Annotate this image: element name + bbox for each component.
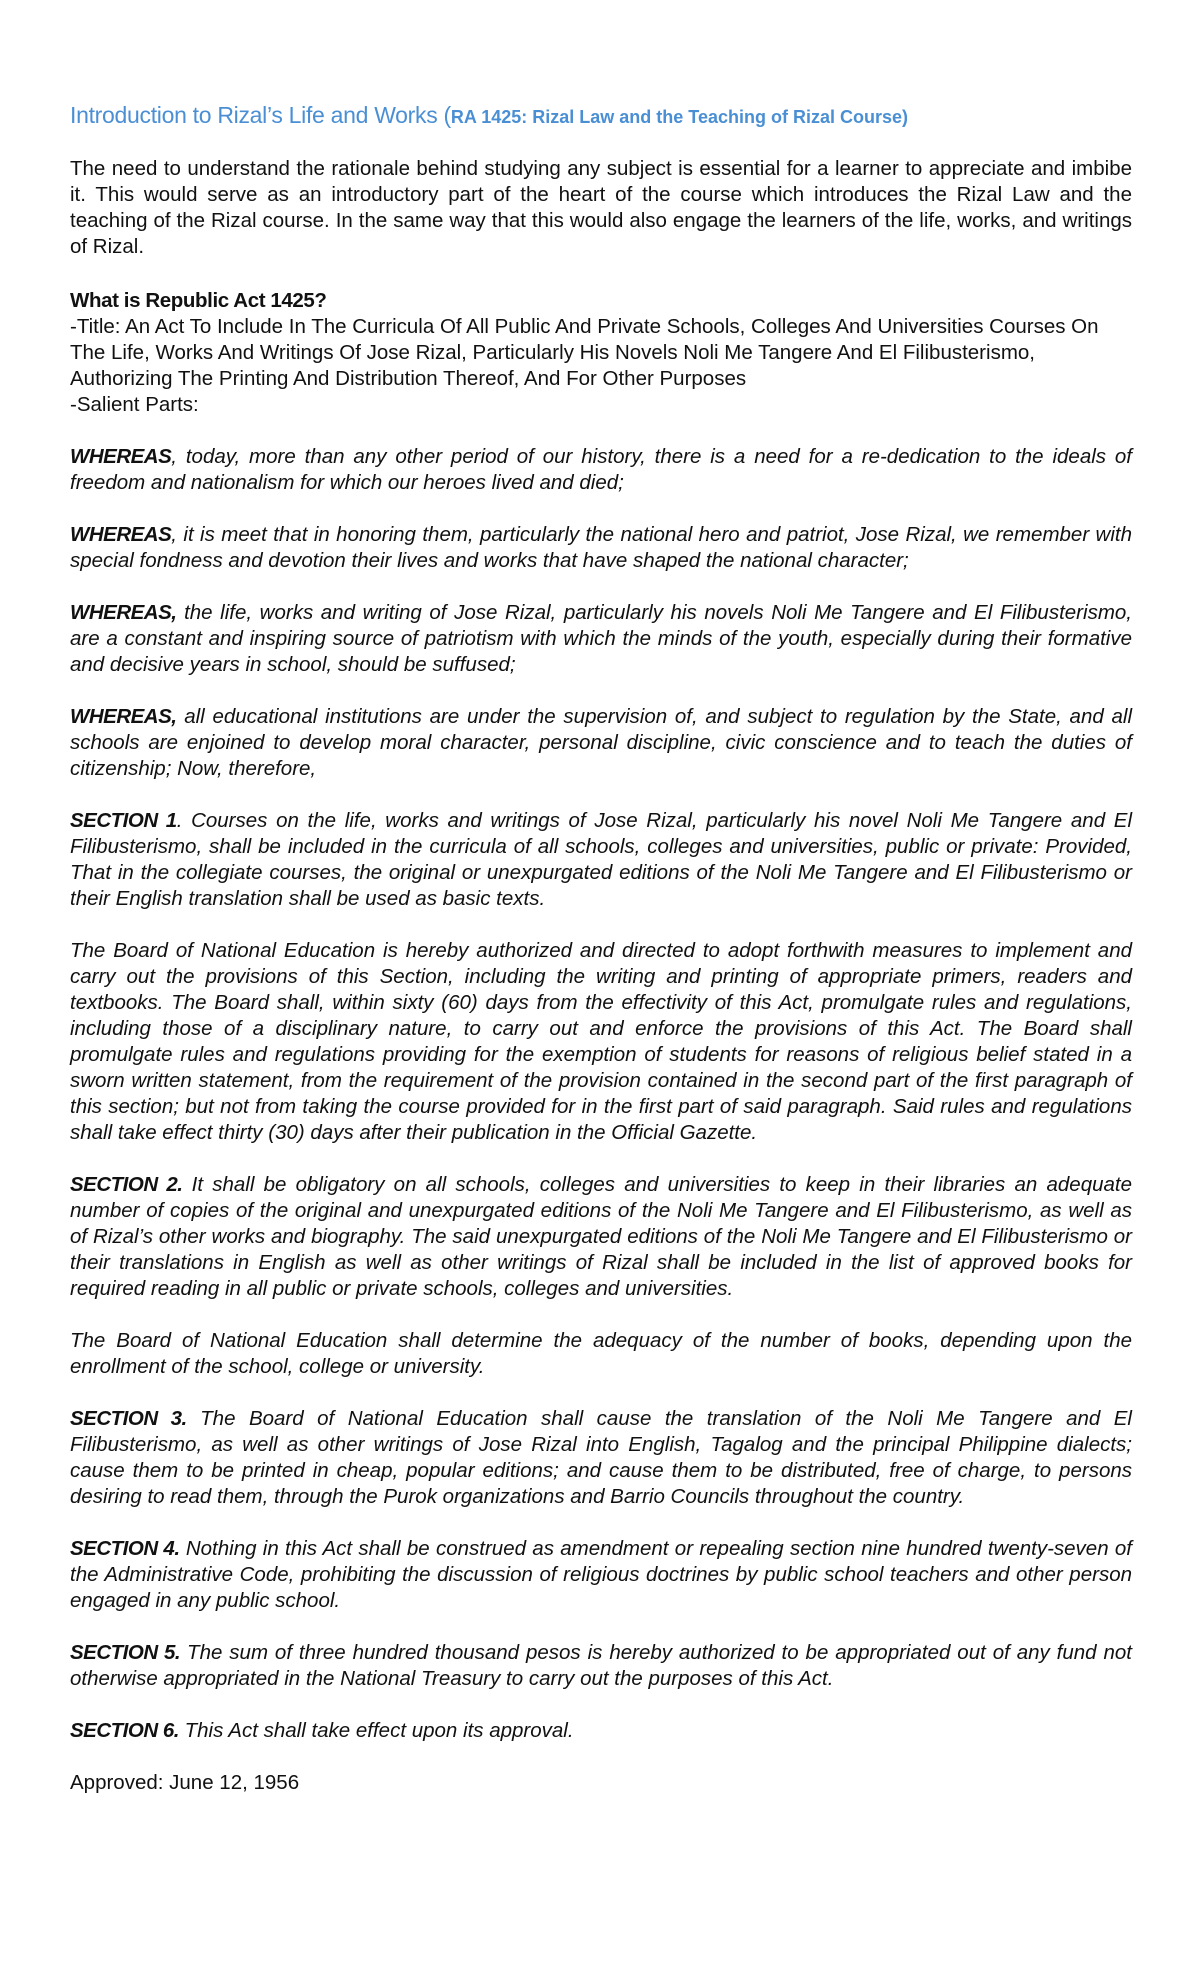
paragraph-label: WHEREAS, bbox=[70, 705, 177, 728]
law-paragraph-section-4 bbox=[70, 1536, 1132, 1614]
paragraph-text: The sum of three hundred thousand pesos is hereby authorized to be appropriated out of any fund not otherwise appropriated in the National Treasury to carry out the purposes of this Act. bbox=[70, 1641, 1132, 1690]
law-paragraph-section-6 bbox=[70, 1718, 1132, 1744]
law-text bbox=[70, 444, 1132, 1744]
title-main: Introduction to Rizal’s Life and Works ( bbox=[70, 102, 451, 128]
law-paragraph-section-1 bbox=[70, 808, 1132, 912]
paragraph-label: SECTION 1 bbox=[70, 809, 177, 832]
paragraph-text: , today, more than any other period of our history, there is a need for a re-dedication to the ideals of freedom and nationalism for which our heroes lived and died; bbox=[70, 445, 1132, 494]
law-paragraph-section-2-board: The Board of National Education shall determine the adequacy of the number of books, depending upon the enrollment of the school, college or university. bbox=[70, 1329, 1132, 1378]
paragraph-label: SECTION 2. bbox=[70, 1173, 183, 1196]
paragraph-text: Nothing in this Act shall be construed as amendment or repealing section nine hundred twenty-seven of the Administrative Code, prohibiting the discussion of religious doctrines by public school teachers and other person engaged in any public school. bbox=[70, 1537, 1132, 1612]
paragraph-label: SECTION 5. bbox=[70, 1641, 181, 1664]
paragraph-text: all educational institutions are under the supervision of, and subject to regulation by the State, and all schools are enjoined to develop moral character, personal discipline, civic conscience and to teach the duties of citizenship; Now, therefore, bbox=[70, 705, 1132, 780]
law-paragraph-section-5 bbox=[70, 1640, 1132, 1692]
paragraph-label: WHEREAS bbox=[70, 523, 172, 546]
paragraph-label: SECTION 6. bbox=[70, 1719, 179, 1742]
paragraph-text: , it is meet that in honoring them, particularly the national hero and patriot, Jose Rizal, we remember with special fondness and devotion their lives and works that have shaped the national character; bbox=[70, 523, 1132, 572]
approval-date: Approved: June 12, 1956 bbox=[70, 1771, 300, 1794]
law-paragraph-section-3 bbox=[70, 1406, 1132, 1510]
paragraph-label: SECTION 3. bbox=[70, 1407, 187, 1430]
paragraph-text: The Board of National Education shall cause the translation of the Noli Me Tangere and El Filibusterismo, as well as other writings of Jose Rizal into English, Tagalog and the principal Philippine dialects; cause them to be printed in cheap, popular editions; and cause them to be distributed, free of charge, to persons desiring to read them, through the Purok organizations and Barrio Councils throughout the country. bbox=[70, 1407, 1132, 1508]
law-paragraph-whereas-3 bbox=[70, 600, 1132, 678]
intro-paragraph: The need to understand the rationale behind studying any subject is essential for a learner to appreciate and imbibe it. This would serve as an introductory part of the heart of the course which introduces the Rizal Law and the teaching of the Rizal course. In the same way that this would also engage the learners of the life, works, and writings of Rizal. bbox=[70, 157, 1132, 258]
paragraph-label: WHEREAS bbox=[70, 445, 172, 468]
document-title bbox=[70, 100, 1132, 132]
law-paragraph-section-2 bbox=[70, 1172, 1132, 1302]
paragraph-text: This Act shall take effect upon its approval. bbox=[178, 1719, 574, 1742]
act-title-line: -Title: An Act To Include In The Curricula Of All Public And Private Schools, Colleges And Universities Courses On The Life, Works And Writings Of Jose Rizal, Particularly His Novels Noli Me Tangere And El Filibusterismo, Authorizing The Printing And Distribution Thereof, And For Other Purposes bbox=[70, 315, 1099, 390]
paragraph-text: It shall be obligatory on all schools, colleges and universities to keep in their libraries an adequate number of copies of the original and unexpurgated editions of the Noli Me Tangere and El Filibusterismo, as well as of Rizal’s other works and biography. The said unexpurgated editions of the Noli Me Tangere and El Filibusterismo or their translations in English as well as other writings of Rizal shall be included in the list of approved books for required reading in all public or private schools, colleges and universities. bbox=[70, 1173, 1132, 1300]
paragraph-label: WHEREAS, bbox=[70, 601, 177, 624]
question-heading: What is Republic Act 1425? bbox=[70, 289, 327, 312]
law-paragraph-whereas-2 bbox=[70, 522, 1132, 574]
law-paragraph-whereas-1 bbox=[70, 444, 1132, 496]
salient-parts-label: -Salient Parts: bbox=[70, 393, 199, 416]
document-page bbox=[70, 100, 1132, 1796]
law-paragraph-whereas-4 bbox=[70, 704, 1132, 782]
paragraph-label: SECTION 4. bbox=[70, 1537, 180, 1560]
title-subtitle: RA 1425: Rizal Law and the Teaching of Rizal Course) bbox=[450, 107, 908, 127]
law-paragraph-section-1-board: The Board of National Education is hereby authorized and directed to adopt forthwith measures to implement and carry out the provisions of this Section, including the writing and printing of appropriate primers, readers and textbooks. The Board shall, within sixty (60) days from the effectivity of this Act, promulgate rules and regulations, including those of a disciplinary nature, to carry out and enforce the provisions of this Act. The Board shall promulgate rules and regulations providing for the exemption of students for reasons of religious belief stated in a sworn written statement, from the requirement of the provision contained in the second part of the first paragraph of this section; but not from taking the course provided for in the first part of said paragraph. Said rules and regulations shall take effect thirty (30) days after their publication in the Official Gazette. bbox=[70, 939, 1132, 1144]
paragraph-text: . Courses on the life, works and writings of Jose Rizal, particularly his novel Noli Me Tangere and El Filibusterismo, shall be included in the curricula of all schools, colleges and universities, public or private: Provided, That in the collegiate courses, the original or unexpurgated editions of the Noli Me Tangere and El Filibusterismo or their English translation shall be used as basic texts. bbox=[70, 809, 1132, 910]
act-summary bbox=[70, 288, 1132, 418]
paragraph-text: the life, works and writing of Jose Rizal, particularly his novels Noli Me Tangere and El Filibusterismo, are a constant and inspiring source of patriotism with which the minds of the youth, especially during their formative and decisive years in school, should be suffused; bbox=[70, 601, 1132, 676]
